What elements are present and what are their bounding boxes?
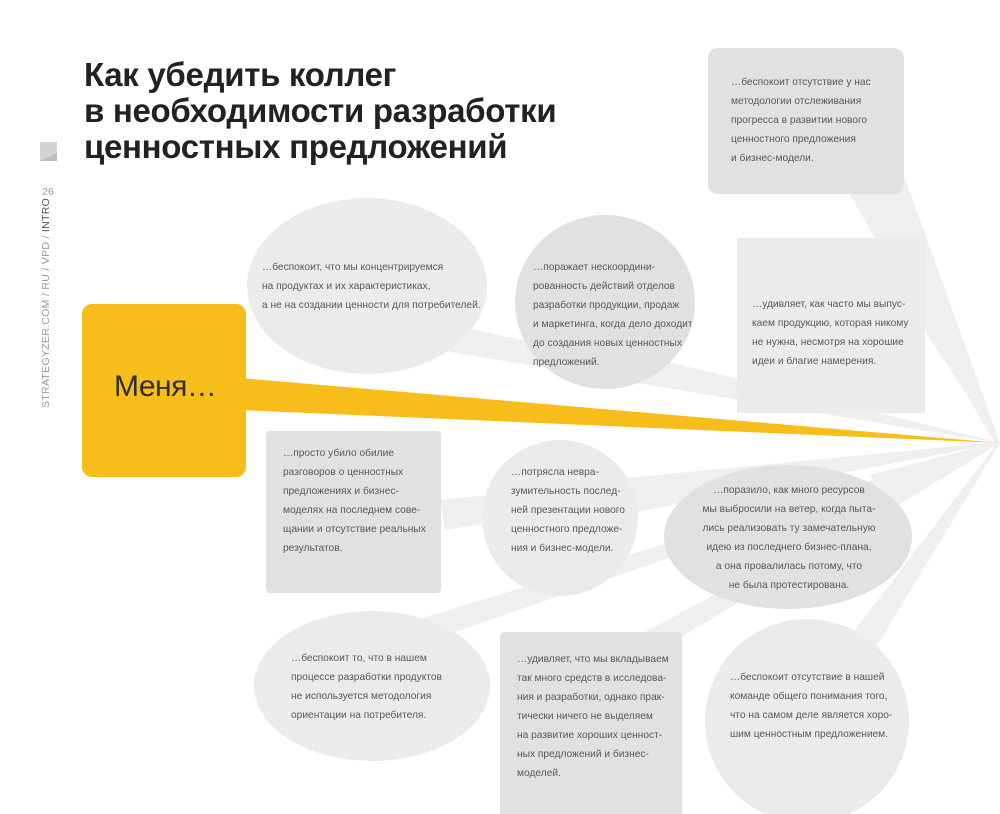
- quote-line: шим ценностным предложением.: [730, 729, 889, 740]
- quote-line: и маркетинга, когда дело доходит: [533, 319, 693, 330]
- quote-line: ценностного предложения: [731, 134, 856, 145]
- quote-methodology: [291, 649, 442, 725]
- quote-line: идеи и благие намерения.: [752, 356, 877, 367]
- quote-line: каем продукцию, которая никому: [752, 318, 909, 329]
- quote-line: щании и отсутствие реальных: [283, 524, 426, 535]
- quote-line: …беспокоит отсутствие у нас: [731, 77, 871, 88]
- quote-surprised: [752, 295, 908, 371]
- quote-line: прогресса в развитии нового: [731, 115, 868, 126]
- quote-line: процессе разработки продуктов: [291, 672, 442, 683]
- quote-top-right: [731, 73, 871, 168]
- quote-line: на развитие хороших ценност-: [517, 730, 663, 741]
- title-line: Как убедить коллег: [84, 56, 397, 93]
- quote-line: предложениях и бизнес-: [283, 486, 399, 497]
- sidebar-path-text: STRATEGYZER.COM / RU / VPD /: [40, 232, 52, 408]
- quote-line: предложений.: [533, 357, 600, 368]
- quote-line: моделях на последнем сове-: [283, 505, 421, 516]
- quote-line: ния и бизнес-модели.: [511, 543, 614, 554]
- quote-line: ориентации на потребителя.: [291, 710, 427, 721]
- quote-line: не была протестирована.: [728, 580, 850, 591]
- quote-line: мы выбросили на ветер, когда пыта-: [702, 504, 876, 515]
- quote-line: ценностного предложе-: [511, 524, 623, 535]
- quote-line: а не на создании ценности для потребителей.: [262, 300, 481, 311]
- quote-resources: [697, 481, 881, 595]
- quote-line: моделей.: [517, 768, 561, 779]
- quote-line: результатов.: [283, 543, 343, 554]
- quote-killed: [283, 444, 426, 558]
- quote-uncoordinated: [533, 258, 693, 372]
- quote-line: …потрясла невра-: [511, 467, 599, 478]
- quote-line: …удивляет, что мы вкладываем: [517, 654, 669, 665]
- quote-line: лись реализовать ту замечательную: [702, 523, 876, 534]
- page-icon: [39, 141, 59, 163]
- page-title: [84, 57, 556, 165]
- quote-line: так много средств в исследова-: [517, 673, 667, 684]
- quote-line: ных предложений и бизнес-: [517, 749, 649, 760]
- quote-line: команде общего понимания того,: [730, 691, 888, 702]
- quote-line: разработки продукции, продаж: [533, 300, 680, 311]
- quote-line: ния и разработки, однако прак-: [517, 692, 665, 703]
- quote-shocked: [511, 463, 625, 558]
- quote-line: не нужна, несмотря на хорошие: [752, 337, 904, 348]
- quote-line: методологии отслеживания: [731, 96, 862, 107]
- quote-line: …беспокоит отсутствие в нашей: [730, 672, 885, 683]
- quote-line: зумительность послед-: [511, 486, 621, 497]
- sidebar-path: [40, 198, 52, 408]
- quote-line: что на самом деле является хоро-: [730, 710, 893, 721]
- quote-line: рованность действий отделов: [533, 281, 675, 292]
- quote-line: а она провалилась потому, что: [715, 561, 863, 572]
- quote-line: …поражает нескоордини-: [533, 262, 656, 273]
- quote-line: …поразило, как много ресурсов: [713, 485, 865, 496]
- quote-line: на продуктах и их характеристиках,: [262, 281, 431, 292]
- sidebar-section: INTRO: [40, 197, 52, 233]
- quote-line: и бизнес-модели.: [731, 153, 814, 164]
- quote-line: до создания новых ценностных: [533, 338, 682, 349]
- quote-line: тически ничего не выделяем: [517, 711, 653, 722]
- quote-line: разговоров о ценностных: [283, 467, 404, 478]
- center-label: Меня…: [114, 370, 217, 403]
- quote-line: …беспокоит то, что в нашем: [291, 653, 427, 664]
- page-number: 26: [42, 186, 54, 198]
- title-line: ценностных предложений: [84, 128, 508, 165]
- quote-line: …просто убило обилие: [283, 448, 394, 459]
- quote-line: …беспокоит, что мы концентрируемся: [262, 262, 444, 273]
- quote-line: идею из последнего бизнес-плана,: [706, 542, 872, 553]
- quote-line: ней презентации нового: [511, 505, 625, 516]
- quote-line: …удивляет, как часто мы выпус-: [752, 299, 906, 310]
- quote-line: не используется методология: [291, 691, 432, 702]
- quote-products: [262, 258, 481, 315]
- title-line: в необходимости разработки: [84, 92, 557, 129]
- quote-understanding: [730, 668, 892, 744]
- quote-research: [517, 650, 669, 783]
